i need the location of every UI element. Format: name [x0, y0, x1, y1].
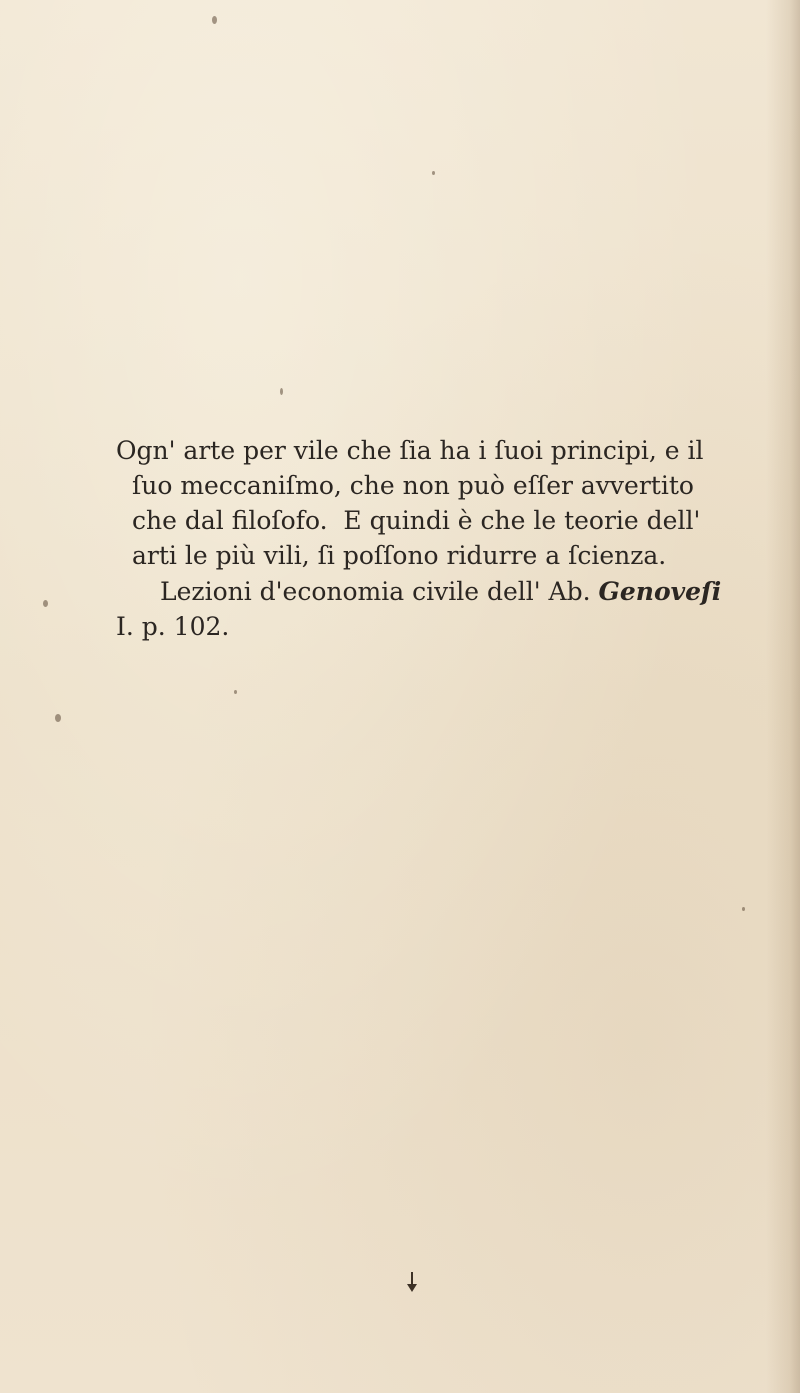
paper-speck	[280, 388, 283, 395]
paper-speck	[212, 16, 217, 24]
quote-line: che dal filoſofo. E quindi è che le teorie dell'	[132, 506, 701, 535]
printer-mark-icon	[404, 1270, 420, 1294]
quote-line: ſuo meccaniſmo, che non può eſſer avvertito	[132, 471, 694, 500]
paper-speck	[234, 690, 237, 694]
paper-speck	[43, 600, 48, 607]
source-reference: I. p. 102.	[116, 612, 230, 641]
source-title: Lezioni d'economia civile dell' Ab.	[160, 577, 591, 606]
page-edge-shadow	[766, 0, 800, 1393]
epigraph-quote	[116, 433, 776, 573]
paper-speck	[55, 714, 61, 722]
quote-line: arti le più vili, ſi poſſono ridurre a ſcienza.	[132, 541, 667, 570]
epigraph-source	[116, 574, 776, 644]
paper-speck	[742, 907, 745, 911]
quote-line: Ogn' arte per vile che ſia ha i ſuoi principi, e il	[116, 436, 704, 465]
source-author: Genoveſi	[598, 577, 722, 606]
paper-speck	[432, 171, 435, 175]
source-line	[160, 574, 776, 609]
